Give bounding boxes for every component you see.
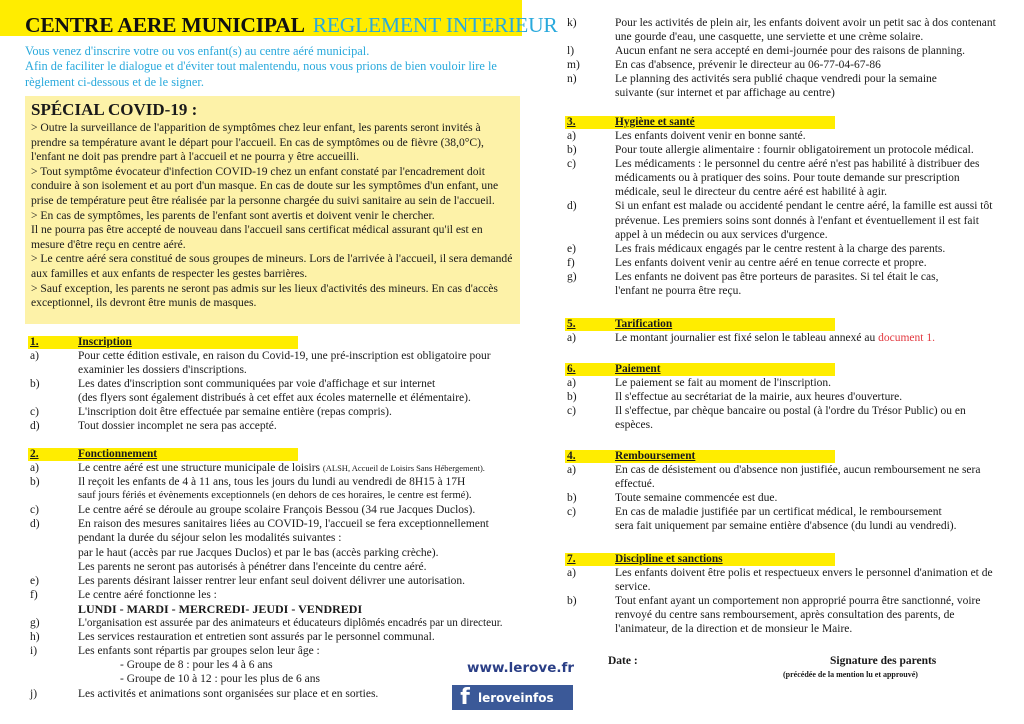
list-item bbox=[565, 129, 1005, 143]
item-text-continued: l'enfant ne pourra être reçu. bbox=[615, 285, 742, 298]
item-label: h) bbox=[30, 631, 40, 644]
section-discipline bbox=[565, 553, 1005, 636]
list-item bbox=[28, 349, 508, 377]
item-label: c) bbox=[30, 406, 39, 419]
age-group: - Groupe de 10 à 12 : pour les plus de 6 ans bbox=[120, 673, 320, 686]
list-item bbox=[565, 44, 1005, 58]
item-label: e) bbox=[30, 574, 39, 587]
item-text-continued: sauf jours fériés et évènements exceptionnels (en dehors de ces horaires, le centre est fermé). bbox=[78, 490, 472, 502]
item-text: Aucun enfant ne sera accepté en demi-journée pour des raisons de planning. bbox=[615, 45, 965, 58]
item-label: f) bbox=[567, 256, 575, 269]
item-text-continued: par le haut (accès par rue Jacques Duclos) et par le bas (accès parking crèche). bbox=[78, 546, 439, 559]
item-label: b) bbox=[567, 144, 577, 157]
item-label: a) bbox=[30, 462, 39, 474]
item-text: Les médicaments : le personnel du centre aéré n'est pas habilité à distribuer des médicaments ou à pratiquer des soins. Pour toute demande sur prescription médicale, seul le directeur du centre aéré est habilité à agir. bbox=[615, 158, 980, 199]
list-item bbox=[28, 475, 508, 503]
list-item bbox=[28, 405, 508, 419]
item-text: Il reçoit les enfants de 4 à 11 ans, tous les jours du lundi au vendredi de 8H15 à 17H bbox=[78, 476, 466, 489]
list-item bbox=[565, 331, 1005, 345]
item-text: Si un enfant est malade ou accidenté pendant le centre aéré, la famille est aussi tôt prévenue. Les premiers soins sont donnés à l'enfant et éventuellement il est fait appel à un médecin ou aux services d'urgence. bbox=[615, 200, 993, 241]
item-label: b) bbox=[30, 476, 40, 489]
item-label: e) bbox=[567, 242, 576, 255]
section-fonctionnement bbox=[28, 448, 508, 701]
website-link[interactable]: www.lerove.fr bbox=[467, 660, 575, 676]
intro-text bbox=[25, 44, 525, 90]
section-remboursement bbox=[565, 450, 1005, 533]
list-item bbox=[565, 157, 1005, 199]
list-item bbox=[565, 376, 1005, 390]
section-number: 2. bbox=[30, 448, 39, 460]
covid-title: SPÉCIAL COVID-19 : bbox=[31, 100, 198, 119]
item-label: d) bbox=[567, 200, 577, 213]
list-item bbox=[565, 491, 1005, 505]
item-label: a) bbox=[567, 464, 576, 476]
item-text: Le planning des activités sera publié chaque vendredi pour la semaine bbox=[615, 73, 937, 86]
item-text: Il s'effectue, par chèque bancaire ou postal (à l'ordre du Trésor Public) ou en espèces. bbox=[615, 405, 966, 432]
item-text: Les dates d'inscription sont communiquées par voie d'affichage et sur internet bbox=[78, 378, 436, 391]
title-sub: REGLEMENT INTERIEUR bbox=[312, 13, 558, 37]
covid-paragraph: > Tout symptôme évocateur d'infection COVID-19 chez un enfant constaté par l'encadrement doit conduire à son isolement et au port d'un masque. En cas de doute sur les symptômes d'un enfant, une prise de température peut être réalisée par la personne chargée du suivi sanitaire au sein de l'accueil. bbox=[31, 164, 499, 207]
list-item bbox=[565, 270, 1005, 298]
signature-label: Signature des parents bbox=[830, 655, 937, 667]
section-inscription bbox=[28, 336, 508, 434]
item-label: a) bbox=[567, 377, 576, 389]
item-text: Le centre aéré est une structure municipale de loisirs bbox=[78, 462, 321, 474]
section-heading bbox=[565, 318, 835, 331]
date-label: Date : bbox=[608, 655, 638, 667]
covid-paragraph: > Le centre aéré sera constitué de sous groupes de mineurs. Lors de l'arrivée à l'accueil, il sera demandé aux familles et aux enfants de respecter les gestes barrières. bbox=[31, 252, 513, 280]
section-heading bbox=[28, 336, 298, 349]
facebook-name: leroveinfos bbox=[478, 690, 554, 705]
item-label: j) bbox=[30, 687, 38, 700]
list-item bbox=[28, 616, 508, 630]
age-group: - Groupe de 8 : pour les 4 à 6 ans bbox=[120, 659, 273, 672]
section-number: 3. bbox=[567, 116, 576, 128]
signature-note: (précédée de la mention lu et approuvé) bbox=[783, 670, 918, 679]
list-item bbox=[28, 419, 508, 433]
item-label: f) bbox=[30, 588, 38, 601]
section-paiement bbox=[565, 363, 1005, 432]
item-text-continued: Les parents ne seront pas autorisés à pénétrer dans l'enceinte du centre aéré. bbox=[78, 560, 427, 573]
section-fonctionnement-continued bbox=[565, 16, 1005, 101]
list-item bbox=[565, 404, 1005, 432]
item-label: g) bbox=[30, 617, 40, 630]
list-item bbox=[565, 505, 1005, 533]
item-text: Il s'effectue au secrétariat de la mairie, aux heures d'ouverture. bbox=[615, 391, 903, 404]
item-text: Le centre aéré se déroule au groupe scolaire François Bessou (34 rue Jacques Duclos). bbox=[78, 504, 476, 517]
facebook-icon: f bbox=[460, 685, 470, 710]
item-text: Les parents désirant laisser rentrer leur enfant seul doivent délivrer une autorisation. bbox=[78, 574, 466, 587]
item-text-continued: sera fait uniquement par semaine entière d'absence (du lundi au vendredi). bbox=[615, 520, 957, 533]
item-text: Le paiement se fait au moment de l'inscription. bbox=[615, 377, 832, 389]
item-text: Tout enfant ayant un comportement non approprié pourra être sanctionné, voire renvoyé du centre sans remboursement, après consultation des parents, de l'animateur, de la direction et de monsieur le Maire. bbox=[615, 595, 981, 636]
item-label: a) bbox=[567, 332, 576, 344]
page-title bbox=[25, 13, 558, 38]
item-text: Pour cette édition estivale, en raison du Covid-19, une pré-inscription est obligatoire pour examinier les dossiers d'inscriptions. bbox=[78, 350, 491, 377]
section-number: 5. bbox=[567, 318, 576, 330]
list-item bbox=[565, 16, 1005, 44]
item-text: Les enfants sont répartis par groupes selon leur âge : bbox=[78, 645, 320, 658]
intro-line-2: Afin de faciliter le dialogue et d'éviter tout malentendu, nous vous prions de bien vouloir lire le règlement ci-dessous et de le signer. bbox=[25, 59, 497, 89]
list-item bbox=[565, 72, 1005, 100]
item-text: En cas de désistement ou d'absence non justifiée, aucun remboursement ne sera effectué. bbox=[615, 464, 981, 491]
item-text: Les frais médicaux engagés par le centre restent à la charge des parents. bbox=[615, 242, 946, 255]
item-text: Les enfants doivent venir en bonne santé. bbox=[615, 130, 806, 142]
item-label: b) bbox=[567, 391, 577, 404]
list-item bbox=[28, 517, 508, 573]
intro-line-1: Vous venez d'inscrire votre ou vos enfant(s) au centre aéré municipal. bbox=[25, 44, 370, 58]
item-label: c) bbox=[567, 506, 576, 519]
covid-paragraph: > Outre la surveillance de l'apparition de symptômes chez leur enfant, les parents seront invités à prendre sa température avant le départ pour l'accueil. En cas de symptômes ou de fièvre (38,0°C), l'enfant ne doit pas prendre part à l'accueil et ne pourra y être accueilli. bbox=[31, 121, 484, 164]
list-item bbox=[565, 199, 1005, 241]
list-item bbox=[28, 461, 508, 475]
list-item bbox=[28, 503, 508, 517]
section-title: Fonctionnement bbox=[78, 448, 158, 460]
item-label: c) bbox=[30, 504, 39, 517]
item-label: b) bbox=[567, 492, 577, 505]
item-text: En cas de maladie justifiée par un certificat médical, le remboursement bbox=[615, 506, 942, 519]
covid-paragraph: Il ne pourra pas être accepté de nouveau dans l'accueil sans certificat médical assurant qu'il est en mesure d'être reçu en centre aéré. bbox=[31, 223, 483, 251]
item-text: En cas d'absence, prévenir le directeur au 06-77-04-67-86 bbox=[615, 59, 881, 72]
section-heading bbox=[565, 553, 835, 566]
section-title: Tarification bbox=[615, 318, 673, 330]
item-label: k) bbox=[567, 17, 577, 29]
list-item bbox=[565, 58, 1005, 72]
item-label: c) bbox=[567, 158, 576, 171]
list-item bbox=[565, 143, 1005, 157]
item-label: a) bbox=[30, 350, 39, 362]
item-label: n) bbox=[567, 73, 577, 86]
item-text: Tout dossier incomplet ne sera pas accepté. bbox=[78, 420, 277, 433]
title-main: CENTRE AERE MUNICIPAL bbox=[25, 13, 305, 37]
section-heading bbox=[28, 448, 298, 461]
item-label: a) bbox=[567, 567, 576, 579]
item-label: b) bbox=[30, 378, 40, 391]
document-link[interactable]: document 1. bbox=[878, 332, 935, 344]
section-title: Inscription bbox=[78, 336, 132, 348]
section-number: 6. bbox=[567, 363, 576, 375]
covid-paragraph: > Sauf exception, les parents ne seront pas admis sur les lieux d'activités des mineurs. En cas d'accès exceptionnel, ils devront être munis de masques. bbox=[31, 281, 498, 310]
list-item bbox=[28, 630, 508, 644]
item-text: Le centre aéré fonctionne les : bbox=[78, 588, 217, 601]
section-number: 1. bbox=[30, 336, 39, 348]
item-label: l) bbox=[567, 45, 575, 58]
covid-paragraph: > En cas de symptômes, les parents de l'enfant sont avertis et doivent venir le chercher. bbox=[31, 208, 435, 222]
list-item bbox=[565, 463, 1005, 491]
list-item bbox=[28, 377, 508, 405]
item-label: c) bbox=[567, 405, 576, 418]
list-item bbox=[28, 644, 508, 686]
section-tarification bbox=[565, 318, 1005, 345]
list-item bbox=[565, 594, 1005, 636]
list-item bbox=[28, 687, 508, 701]
section-number: 4. bbox=[567, 450, 576, 462]
item-text: Pour toute allergie alimentaire : fournir obligatoirement un protocole médical. bbox=[615, 144, 974, 157]
section-heading bbox=[565, 116, 835, 129]
item-text: L'inscription doit être effectuée par semaine entière (repas compris). bbox=[78, 406, 392, 419]
list-item bbox=[565, 256, 1005, 270]
list-item bbox=[565, 390, 1005, 404]
section-title: Remboursement bbox=[615, 450, 696, 462]
item-text-continued: suivante (sur internet et par affichage au centre) bbox=[615, 87, 835, 100]
item-text: L'organisation est assurée par des animateurs et éducateurs diplômés encadrés par un directeur. bbox=[78, 617, 503, 630]
covid-box bbox=[25, 96, 520, 324]
item-text: Toute semaine commencée est due. bbox=[615, 492, 778, 505]
list-item bbox=[28, 588, 508, 616]
list-item bbox=[565, 242, 1005, 256]
section-title: Paiement bbox=[615, 363, 661, 375]
section-number: 7. bbox=[567, 553, 576, 565]
item-label: a) bbox=[567, 130, 576, 142]
item-text: Les enfants doivent venir au centre aéré en tenue correcte et propre. bbox=[615, 256, 927, 269]
item-text-continued: (des flyers sont également distribués à cet effet aux écoles maternelle et élémentaire). bbox=[78, 392, 471, 405]
section-heading bbox=[565, 363, 835, 376]
section-hygiene bbox=[565, 116, 1005, 298]
item-note: (ALSH, Accueil de Loisirs Sans Hébergement). bbox=[322, 463, 485, 473]
facebook-badge[interactable] bbox=[452, 685, 573, 710]
item-label: b) bbox=[567, 595, 577, 608]
item-text: En raison des mesures sanitaires liées au COVID-19, l'accueil se fera exceptionnellement pendant la durée du séjour selon les modalités suivantes : bbox=[78, 518, 489, 545]
item-label: d) bbox=[30, 420, 40, 433]
item-text: Pour les activités de plein air, les enfants doivent avoir un petit sac à dos contenant une gourde d'eau, une casquette, une serviette et une crème solaire. bbox=[615, 17, 996, 44]
list-item bbox=[28, 574, 508, 588]
item-label: d) bbox=[30, 518, 40, 531]
item-label: g) bbox=[567, 270, 577, 283]
item-label: m) bbox=[567, 59, 580, 72]
opening-days: LUNDI - MARDI - MERCREDI- JEUDI - VENDREDI bbox=[78, 601, 363, 616]
item-text: Les enfants doivent être polis et respectueux envers le personnel d'animation et de service. bbox=[615, 567, 993, 594]
section-title: Discipline et sanctions bbox=[615, 553, 723, 565]
section-heading bbox=[565, 450, 835, 463]
item-text: Les enfants ne doivent pas être porteurs de parasites. Si tel était le cas, bbox=[615, 270, 939, 283]
item-text: Les services restauration et entretien sont assurés par le personnel communal. bbox=[78, 631, 435, 644]
item-label: i) bbox=[30, 645, 38, 658]
covid-body bbox=[31, 121, 514, 311]
list-item bbox=[565, 566, 1005, 594]
item-text: Le montant journalier est fixé selon le tableau annexé au bbox=[615, 332, 876, 344]
item-text: Les activités et animations sont organisées sur place et en sorties. bbox=[78, 687, 379, 700]
section-title: Hygiène et santé bbox=[615, 116, 695, 128]
